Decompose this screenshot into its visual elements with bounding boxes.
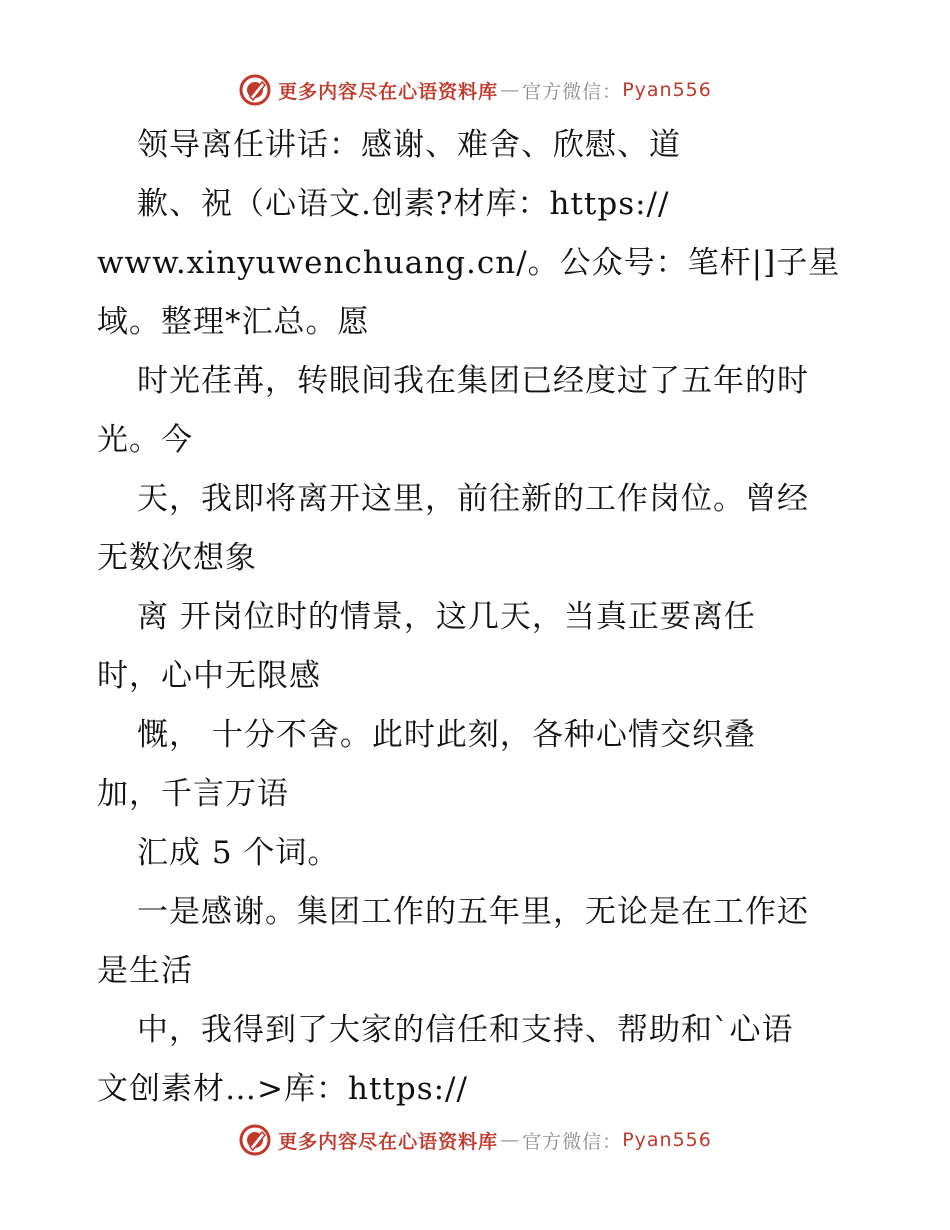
banner-wechat-id: Pyan556 [622, 1129, 712, 1151]
text-line: 加，千言万语 [97, 776, 289, 812]
text-line: 歉、祝（心语文.创素?材库：https:// [137, 186, 670, 222]
banner-dash: — [500, 1129, 521, 1151]
text-line: 域。整理*汇总。愿 [97, 304, 370, 340]
banner-official-label: 官方微信： [522, 80, 623, 103]
text-line: www.xinyuwenchuang.cn/。公众号：笔杆|]子星 [97, 245, 841, 281]
banner-wechat-id: Pyan556 [622, 79, 712, 101]
text-line: 慨， 十分不舍。此时此刻，各种心情交织叠 [137, 717, 756, 753]
text-line: 时光荏苒，转眼间我在集团已经度过了五年的时 [137, 363, 809, 399]
banner-dash: — [500, 79, 521, 101]
text-line: 无数次想象 [97, 540, 257, 576]
text-line: 中，我得到了大家的信任和支持、帮助和`心语 [137, 1012, 794, 1048]
text-line: 一是感谢。集团工作的五年里，无论是在工作还 [137, 894, 809, 930]
banner-main-text: 更多内容尽在心语资料库 [278, 80, 499, 103]
text-line: 汇成 5 个词。 [137, 835, 340, 871]
text-line: 是生活 [97, 953, 193, 989]
text-line: 天，我即将离开这里，前往新的工作岗位。曾经 [137, 481, 809, 517]
text-line: 文创素材…>库：https:// [97, 1071, 468, 1107]
text-line: 光。今 [97, 422, 193, 458]
text-line: 领导离任讲话：感谢、难舍、欣慰、道 [137, 127, 681, 163]
footer-banner [0, 1120, 950, 1160]
pen-logo-icon [238, 73, 272, 107]
document-body [97, 116, 867, 1119]
header-banner [0, 70, 950, 110]
text-line: 时，心中无限感 [97, 658, 321, 694]
banner-main-text: 更多内容尽在心语资料库 [278, 1130, 499, 1153]
pen-logo-icon [238, 1123, 272, 1157]
banner-official-label: 官方微信： [522, 1130, 623, 1153]
text-line: 离 开岗位时的情景，这几天，当真正要离任 [137, 599, 756, 635]
